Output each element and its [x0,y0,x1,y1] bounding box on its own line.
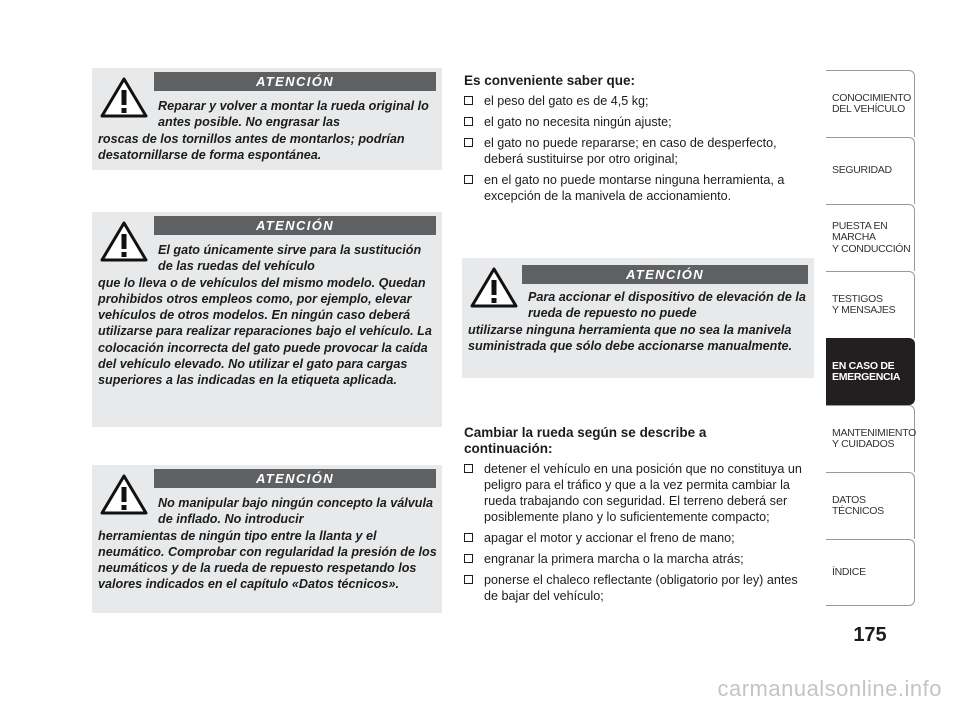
warning-title: ATENCIÓN [154,216,436,235]
tab-conocimiento[interactable]: CONOCIMIENTO DEL VEHÍCULO [826,70,915,137]
list-item: el peso del gato es de 4,5 kg; [464,93,809,109]
list-item: apagar el motor y accionar el freno de mano; [464,530,809,546]
tab-indice[interactable]: ÍNDICE [826,539,915,606]
tab-testigos[interactable]: TESTIGOS Y MENSAJES [826,271,915,338]
list-item: el gato no necesita ningún ajuste; [464,114,809,130]
warning-text-rest: utilizarse ninguna herramienta que no sea la manivela suministrada que sólo debe accionarse manualmente. [468,322,793,353]
warning-text-rest: que lo lleva o de vehículos del mismo modelo. Quedan prohibidos otros empleos como, por ejemplo, elevar vehículos de otros modelos. En ningún caso deberá utilizarse para realizar reparaciones bajo el vehículo. La colocación incorrecta del gato puede provocar la caída del vehículo elevado. No utilizar el gato para cargas superiores a las indicadas en la etiqueta aplicada. [98,275,432,388]
checkbox-bullet-icon [464,117,473,126]
warning-text-first: No manipular bajo ningún concepto la válvula de inflado. No introducir [158,496,434,527]
warning-text-first: El gato únicamente sirve para la sustitución de las ruedas del vehículo [158,243,422,274]
procedure-list [464,461,809,604]
warning-title: ATENCIÓN [154,72,436,91]
checkbox-bullet-icon [464,554,473,563]
checkbox-bullet-icon [464,533,473,542]
checkbox-bullet-icon [464,138,473,147]
watermark: carmanualsonline.info [717,676,942,701]
warning-box-3 [92,465,442,613]
warning-text-first: Para accionar el dispositivo de elevación de la rueda de repuesto no puede [528,290,806,321]
warning-box-4 [462,258,814,378]
list-item: en el gato no puede montarse ninguna herramienta, a excepción de la manivela de accionamiento. [464,172,809,204]
info-list [464,93,809,204]
list-item: engranar la primera marcha o la marcha atrás; [464,551,809,567]
page-number: 175 [853,624,887,646]
warning-text [468,289,810,354]
tab-datos-tecnicos[interactable]: DATOS TÉCNICOS [826,472,915,539]
warning-text-first: Reparar y volver a montar la rueda original lo antes posible. No engrasar las [158,99,429,130]
list-item: ponerse el chaleco reflectante (obligatorio por ley) antes de bajar del vehículo; [464,572,809,604]
tab-seguridad[interactable]: SEGURIDAD [826,137,915,204]
checkbox-bullet-icon [464,96,473,105]
warning-box-1 [92,68,442,170]
section-heading: Es conveniente saber que: [464,73,636,88]
warning-text [98,242,438,389]
warning-box-2 [92,212,442,427]
tab-mantenimiento[interactable]: MANTENIMIENTO Y CUIDADOS [826,405,915,472]
checkbox-bullet-icon [464,575,473,584]
warning-title: ATENCIÓN [522,265,808,284]
warning-text [98,495,438,593]
warning-text-rest: roscas de los tornillos antes de montarlos; podrían desatornillarse de forma espontánea. [98,131,405,162]
warning-text-rest: herramientas de ningún tipo entre la llanta y el neumático. Comprobar con regularidad la presión de los neumáticos y de la rueda de repuesto respetando los valores indicados en el capítulo «Datos técnicos». [98,528,437,592]
info-section [464,73,809,209]
list-item: el gato no puede repararse; en caso de desperfecto, deberá sustituirse por otro original; [464,135,809,167]
tab-emergencia[interactable]: EN CASO DE EMERGENCIA [826,338,915,405]
section-heading: Cambiar la rueda según se describe a continuación: [464,425,707,456]
list-item: detener el vehículo en una posición que no constituya un peligro para el tráfico y que a la vez permita cambiar la rueda trabajando con seguridad. El terreno deberá ser posiblemente plano y lo suficientemente compacto; [464,461,809,525]
chapter-tabs [826,70,915,606]
tab-puesta-en-marcha[interactable]: PUESTA EN MARCHA Y CONDUCCIÓN [826,204,915,271]
warning-text [98,98,438,163]
checkbox-bullet-icon [464,175,473,184]
warning-title: ATENCIÓN [154,469,436,488]
procedure-section [464,425,809,609]
checkbox-bullet-icon [464,464,473,473]
